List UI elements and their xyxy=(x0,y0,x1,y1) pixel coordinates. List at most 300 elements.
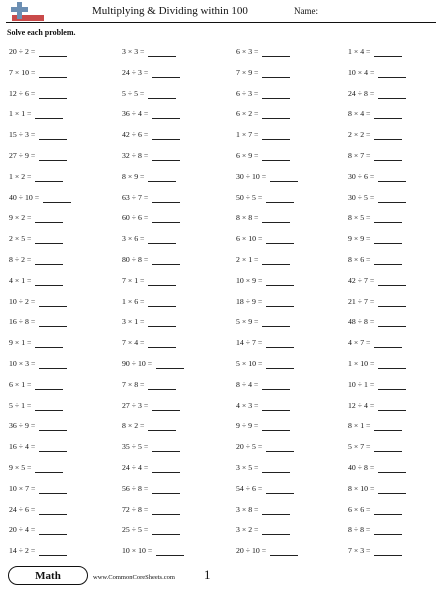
problem-item xyxy=(122,43,176,57)
answer-blank[interactable] xyxy=(39,546,67,556)
problem-expression: 48 ÷ 8 = xyxy=(348,317,375,327)
problem-item xyxy=(122,189,180,203)
problem-expression: 8 × 8 = xyxy=(236,213,259,223)
problem-item xyxy=(236,293,294,307)
problem-expression: 32 ÷ 8 = xyxy=(122,151,149,160)
problem-item xyxy=(348,313,406,327)
problem-expression: 20 ÷ 2 = xyxy=(9,47,36,56)
problem-expression: 36 ÷ 4 = xyxy=(122,109,149,119)
problem-item xyxy=(122,105,180,119)
worksheet-footer xyxy=(0,566,442,588)
problem-expression: 1 × 6 = xyxy=(122,296,145,306)
problem-grid xyxy=(0,43,442,563)
problem-expression: 8 × 9 = xyxy=(122,171,145,181)
problem-item xyxy=(122,334,176,348)
problem-expression: 1 × 2 = xyxy=(9,171,32,181)
answer-blank[interactable] xyxy=(39,297,67,307)
answer-blank[interactable] xyxy=(378,297,406,307)
problem-expression: 20 ÷ 10 = xyxy=(236,546,267,556)
answer-blank[interactable] xyxy=(262,317,290,327)
problem-item xyxy=(122,313,176,327)
problem-expression: 3 × 6 = xyxy=(122,234,145,244)
problem-expression: 6 × 2 = xyxy=(236,109,259,119)
problem-item xyxy=(9,542,67,556)
problem-expression: 8 × 10 = xyxy=(348,483,375,493)
problem-item xyxy=(9,376,63,390)
answer-blank[interactable] xyxy=(378,484,406,494)
answer-blank[interactable] xyxy=(148,297,176,307)
problem-expression: 21 ÷ 7 = xyxy=(348,296,375,306)
answer-blank[interactable] xyxy=(378,317,406,327)
problem-item xyxy=(122,521,180,535)
problem-item xyxy=(236,480,294,494)
problem-item xyxy=(348,168,406,182)
problem-item xyxy=(9,126,67,140)
problem-item xyxy=(236,397,290,411)
problem-expression: 4 × 1 = xyxy=(9,275,32,285)
problem-expression: 54 ÷ 6 = xyxy=(236,483,263,493)
problem-item xyxy=(236,105,290,119)
problem-expression: 30 ÷ 5 = xyxy=(348,192,375,202)
problem-expression: 8 ÷ 2 = xyxy=(9,255,32,264)
problem-expression: 14 ÷ 7 = xyxy=(236,338,263,348)
problem-expression: 2 × 5 = xyxy=(9,234,32,244)
answer-blank[interactable] xyxy=(262,89,290,99)
problem-expression: 27 ÷ 3 = xyxy=(122,400,149,410)
answer-blank[interactable] xyxy=(39,525,67,535)
problem-expression: 6 × 6 = xyxy=(348,504,371,514)
problem-item xyxy=(9,147,67,161)
problem-expression: 16 ÷ 8 = xyxy=(9,317,36,327)
worksheet-title: Multiplying & Dividing within 100 xyxy=(92,5,248,17)
answer-blank[interactable] xyxy=(270,546,298,556)
problem-expression: 50 ÷ 5 = xyxy=(236,192,263,202)
problem-item xyxy=(348,85,406,99)
answer-blank[interactable] xyxy=(262,401,290,411)
answer-blank[interactable] xyxy=(266,193,294,203)
problem-item xyxy=(236,521,290,535)
worksheet-header xyxy=(0,0,442,22)
problem-expression: 10 ÷ 2 = xyxy=(9,296,36,306)
answer-blank[interactable] xyxy=(378,359,406,369)
problem-item xyxy=(236,501,290,515)
problem-item xyxy=(122,376,176,390)
problem-item xyxy=(348,272,406,286)
problem-expression: 6 × 9 = xyxy=(236,151,259,160)
plus-times-logo-icon xyxy=(6,2,46,22)
problem-expression: 40 ÷ 8 = xyxy=(348,463,375,472)
problem-expression: 7 × 3 = xyxy=(348,546,371,556)
answer-blank[interactable] xyxy=(35,276,63,286)
answer-blank[interactable] xyxy=(374,234,402,244)
problem-expression: 3 × 2 = xyxy=(236,525,259,535)
footer-url: www.CommonCoreSheets.com xyxy=(93,574,175,581)
problem-expression: 36 ÷ 9 = xyxy=(9,421,36,431)
problem-item xyxy=(122,251,180,265)
problem-item xyxy=(122,272,176,286)
problem-expression: 9 × 5 = xyxy=(9,463,32,472)
answer-blank[interactable] xyxy=(152,505,180,515)
problem-item xyxy=(348,251,402,265)
answer-blank[interactable] xyxy=(262,505,290,515)
answer-blank[interactable] xyxy=(378,276,406,286)
problem-item xyxy=(9,209,63,223)
problem-item xyxy=(122,293,176,307)
problem-expression: 5 × 10 = xyxy=(236,359,263,368)
problem-item xyxy=(9,501,67,515)
problem-expression: 12 ÷ 4 = xyxy=(348,400,375,410)
answer-blank[interactable] xyxy=(378,380,406,390)
problem-item xyxy=(236,147,290,161)
problem-expression: 10 ÷ 1 = xyxy=(348,379,375,389)
problem-expression: 10 × 10 = xyxy=(122,546,153,556)
problem-expression: 9 × 9 = xyxy=(348,234,371,244)
answer-blank[interactable] xyxy=(148,421,176,431)
problem-item xyxy=(122,147,180,161)
problem-item xyxy=(348,334,402,348)
answer-blank[interactable] xyxy=(152,151,180,161)
answer-blank[interactable] xyxy=(35,234,63,244)
problem-item xyxy=(9,397,63,411)
problem-item xyxy=(236,251,290,265)
problem-item xyxy=(236,417,290,431)
problem-expression: 10 × 4 = xyxy=(348,67,375,77)
answer-blank[interactable] xyxy=(156,359,184,369)
problem-expression: 35 ÷ 5 = xyxy=(122,442,149,452)
answer-blank[interactable] xyxy=(262,213,290,223)
problem-expression: 10 × 7 = xyxy=(9,483,36,493)
answer-blank[interactable] xyxy=(266,276,294,286)
answer-blank[interactable] xyxy=(374,151,402,161)
problem-item xyxy=(9,417,67,431)
problem-item xyxy=(122,397,180,411)
answer-blank[interactable] xyxy=(35,213,63,223)
problem-expression: 90 ÷ 10 = xyxy=(122,359,153,368)
problem-expression: 8 × 5 = xyxy=(348,213,371,223)
answer-blank[interactable] xyxy=(43,193,71,203)
answer-blank[interactable] xyxy=(39,151,67,161)
answer-blank[interactable] xyxy=(39,484,67,494)
answer-blank[interactable] xyxy=(262,255,290,265)
answer-blank[interactable] xyxy=(374,525,402,535)
problem-item xyxy=(236,85,290,99)
answer-blank[interactable] xyxy=(374,505,402,515)
problem-expression: 8 × 7 = xyxy=(348,151,371,160)
answer-blank[interactable] xyxy=(262,151,290,161)
problem-expression: 20 ÷ 5 = xyxy=(236,442,263,452)
answer-blank[interactable] xyxy=(152,484,180,494)
problem-expression: 42 ÷ 7 = xyxy=(348,275,375,285)
problem-expression: 9 × 2 = xyxy=(9,213,32,223)
problem-expression: 7 × 10 = xyxy=(9,67,36,77)
answer-blank[interactable] xyxy=(374,421,402,431)
answer-blank[interactable] xyxy=(152,463,180,473)
problem-expression: 1 × 10 = xyxy=(348,359,375,368)
problem-expression: 3 × 5 = xyxy=(236,463,259,472)
answer-blank[interactable] xyxy=(262,463,290,473)
answer-blank[interactable] xyxy=(156,546,184,556)
answer-blank[interactable] xyxy=(152,68,180,78)
problem-expression: 30 ÷ 10 = xyxy=(236,171,267,181)
problem-item xyxy=(348,209,402,223)
answer-blank[interactable] xyxy=(35,380,63,390)
answer-blank[interactable] xyxy=(374,109,402,119)
problem-item xyxy=(348,501,402,515)
problem-expression: 6 × 3 = xyxy=(236,47,259,56)
problem-expression: 7 × 9 = xyxy=(236,67,259,77)
problem-expression: 4 × 7 = xyxy=(348,338,371,348)
problem-expression: 4 × 3 = xyxy=(236,400,259,410)
problem-item xyxy=(9,438,67,452)
problem-expression: 72 ÷ 8 = xyxy=(122,504,149,514)
answer-blank[interactable] xyxy=(152,213,180,223)
problem-item xyxy=(9,85,67,99)
problem-item xyxy=(348,521,402,535)
problem-item xyxy=(236,64,290,78)
answer-blank[interactable] xyxy=(39,47,67,57)
problem-item xyxy=(348,480,406,494)
answer-blank[interactable] xyxy=(266,297,294,307)
answer-blank[interactable] xyxy=(35,109,63,119)
answer-blank[interactable] xyxy=(35,172,63,182)
answer-blank[interactable] xyxy=(378,401,406,411)
problem-item xyxy=(9,521,67,535)
problem-expression: 27 ÷ 9 = xyxy=(9,151,36,160)
problem-item xyxy=(9,43,67,57)
answer-blank[interactable] xyxy=(262,47,290,57)
problem-item xyxy=(9,313,67,327)
answer-blank[interactable] xyxy=(262,525,290,535)
answer-blank[interactable] xyxy=(374,338,402,348)
answer-blank[interactable] xyxy=(378,463,406,473)
answer-blank[interactable] xyxy=(39,68,67,78)
problem-item xyxy=(348,43,402,57)
problem-item xyxy=(9,251,63,265)
answer-blank[interactable] xyxy=(262,421,290,431)
problem-expression: 30 ÷ 6 = xyxy=(348,171,375,181)
problem-expression: 5 ÷ 1 = xyxy=(9,400,32,410)
page-number: 1 xyxy=(204,567,211,582)
answer-blank[interactable] xyxy=(378,89,406,99)
problem-expression: 7 × 8 = xyxy=(122,379,145,389)
problem-item xyxy=(348,355,406,369)
problem-expression: 42 ÷ 6 = xyxy=(122,130,149,140)
problem-item xyxy=(122,64,180,78)
answer-blank[interactable] xyxy=(148,234,176,244)
answer-blank[interactable] xyxy=(39,359,67,369)
answer-blank[interactable] xyxy=(152,109,180,119)
answer-blank[interactable] xyxy=(262,68,290,78)
answer-blank[interactable] xyxy=(374,255,402,265)
problem-item xyxy=(236,43,290,57)
answer-blank[interactable] xyxy=(266,484,294,494)
problem-expression: 8 × 4 = xyxy=(348,109,371,119)
problem-item xyxy=(9,272,63,286)
answer-blank[interactable] xyxy=(148,338,176,348)
answer-blank[interactable] xyxy=(35,401,63,411)
answer-blank[interactable] xyxy=(374,213,402,223)
problem-expression: 24 ÷ 8 = xyxy=(348,88,375,98)
problem-expression: 24 ÷ 3 = xyxy=(122,67,149,77)
problem-item xyxy=(122,501,180,515)
problem-expression: 5 ÷ 5 = xyxy=(122,88,145,98)
problem-expression: 18 ÷ 9 = xyxy=(236,296,263,306)
answer-blank[interactable] xyxy=(266,234,294,244)
problem-expression: 40 ÷ 10 = xyxy=(9,192,40,202)
problem-expression: 12 ÷ 6 = xyxy=(9,88,36,98)
problem-item xyxy=(236,189,294,203)
answer-blank[interactable] xyxy=(270,172,298,182)
problem-item xyxy=(122,230,176,244)
problem-item xyxy=(122,168,176,182)
answer-blank[interactable] xyxy=(374,47,402,57)
answer-blank[interactable] xyxy=(35,338,63,348)
problem-item xyxy=(122,126,180,140)
problem-expression: 6 × 10 = xyxy=(236,234,263,244)
problem-item xyxy=(236,334,294,348)
answer-blank[interactable] xyxy=(39,505,67,515)
problem-item xyxy=(348,105,402,119)
answer-blank[interactable] xyxy=(39,130,67,140)
problem-item xyxy=(9,189,71,203)
problem-expression: 60 ÷ 6 = xyxy=(122,213,149,223)
problem-item xyxy=(236,542,298,556)
problem-item xyxy=(348,542,402,556)
answer-blank[interactable] xyxy=(35,255,63,265)
problem-expression: 8 ÷ 8 = xyxy=(348,525,371,535)
problem-item xyxy=(236,126,290,140)
answer-blank[interactable] xyxy=(39,89,67,99)
problem-expression: 2 × 1 = xyxy=(236,255,259,264)
problem-expression: 20 ÷ 4 = xyxy=(9,525,36,535)
answer-blank[interactable] xyxy=(374,442,402,452)
answer-blank[interactable] xyxy=(152,255,180,265)
problem-item xyxy=(236,168,298,182)
answer-blank[interactable] xyxy=(148,172,176,182)
answer-blank[interactable] xyxy=(378,68,406,78)
problem-expression: 8 × 2 = xyxy=(122,421,145,431)
answer-blank[interactable] xyxy=(262,130,290,140)
answer-blank[interactable] xyxy=(35,463,63,473)
problem-expression: 24 ÷ 6 = xyxy=(9,504,36,514)
instructions: Solve each problem. xyxy=(7,28,76,37)
name-label: Name: xyxy=(294,6,318,16)
problem-item xyxy=(348,64,406,78)
answer-blank[interactable] xyxy=(152,525,180,535)
problem-expression: 6 ÷ 3 = xyxy=(236,88,259,98)
problem-item xyxy=(348,417,402,431)
problem-expression: 1 × 1 = xyxy=(9,109,32,119)
answer-blank[interactable] xyxy=(374,546,402,556)
problem-expression: 10 × 9 = xyxy=(236,275,263,285)
math-brand-label: Math xyxy=(35,569,61,582)
problem-expression: 9 ÷ 9 = xyxy=(236,421,259,431)
problem-item xyxy=(9,105,63,119)
problem-item xyxy=(236,230,294,244)
problem-expression: 1 × 4 = xyxy=(348,47,371,56)
answer-blank[interactable] xyxy=(152,193,180,203)
problem-item xyxy=(122,355,184,369)
answer-blank[interactable] xyxy=(148,317,176,327)
header-divider xyxy=(6,22,436,23)
problem-item xyxy=(9,64,67,78)
answer-blank[interactable] xyxy=(39,421,67,431)
problem-item xyxy=(9,230,63,244)
problem-expression: 3 × 3 = xyxy=(122,47,145,56)
problem-expression: 10 × 3 = xyxy=(9,359,36,368)
problem-item xyxy=(348,147,402,161)
problem-expression: 8 ÷ 4 = xyxy=(236,379,259,389)
problem-expression: 9 × 1 = xyxy=(9,338,32,348)
problem-item xyxy=(236,376,290,390)
answer-blank[interactable] xyxy=(148,89,176,99)
problem-item xyxy=(236,459,290,473)
problem-item xyxy=(236,438,294,452)
problem-expression: 6 × 1 = xyxy=(9,379,32,389)
problem-expression: 14 ÷ 2 = xyxy=(9,546,36,556)
problem-item xyxy=(122,459,180,473)
answer-blank[interactable] xyxy=(262,109,290,119)
answer-blank[interactable] xyxy=(148,47,176,57)
problem-expression: 3 × 8 = xyxy=(236,504,259,514)
problem-item xyxy=(348,293,406,307)
problem-item xyxy=(348,126,402,140)
problem-item xyxy=(236,209,290,223)
problem-item xyxy=(348,189,406,203)
problem-expression: 8 × 1 = xyxy=(348,421,371,431)
answer-blank[interactable] xyxy=(148,276,176,286)
problem-item xyxy=(348,397,406,411)
problem-item xyxy=(348,459,406,473)
answer-blank[interactable] xyxy=(152,442,180,452)
answer-blank[interactable] xyxy=(378,193,406,203)
answer-blank[interactable] xyxy=(39,317,67,327)
problem-expression: 7 × 1 = xyxy=(122,275,145,285)
answer-blank[interactable] xyxy=(266,442,294,452)
problem-item xyxy=(236,355,294,369)
problem-expression: 7 × 4 = xyxy=(122,338,145,348)
answer-blank[interactable] xyxy=(378,172,406,182)
problem-item xyxy=(9,334,63,348)
problem-item xyxy=(236,313,290,327)
problem-item xyxy=(122,209,180,223)
problem-item xyxy=(9,459,63,473)
answer-blank[interactable] xyxy=(152,401,180,411)
answer-blank[interactable] xyxy=(266,359,294,369)
problem-expression: 15 ÷ 3 = xyxy=(9,130,36,140)
problem-item xyxy=(348,230,402,244)
problem-item xyxy=(9,168,63,182)
problem-expression: 1 × 7 = xyxy=(236,130,259,140)
answer-blank[interactable] xyxy=(374,130,402,140)
problem-item xyxy=(122,542,184,556)
answer-blank[interactable] xyxy=(266,338,294,348)
problem-expression: 3 × 1 = xyxy=(122,317,145,327)
problem-item xyxy=(122,438,180,452)
answer-blank[interactable] xyxy=(262,380,290,390)
problem-item xyxy=(9,293,67,307)
math-brand-badge xyxy=(8,566,88,585)
answer-blank[interactable] xyxy=(152,130,180,140)
answer-blank[interactable] xyxy=(39,442,67,452)
problem-expression: 2 × 2 = xyxy=(348,130,371,140)
answer-blank[interactable] xyxy=(148,380,176,390)
problem-item xyxy=(348,376,406,390)
problem-item xyxy=(122,417,176,431)
problem-expression: 16 ÷ 4 = xyxy=(9,442,36,452)
problem-expression: 25 ÷ 5 = xyxy=(122,525,149,535)
problem-expression: 80 ÷ 8 = xyxy=(122,255,149,264)
